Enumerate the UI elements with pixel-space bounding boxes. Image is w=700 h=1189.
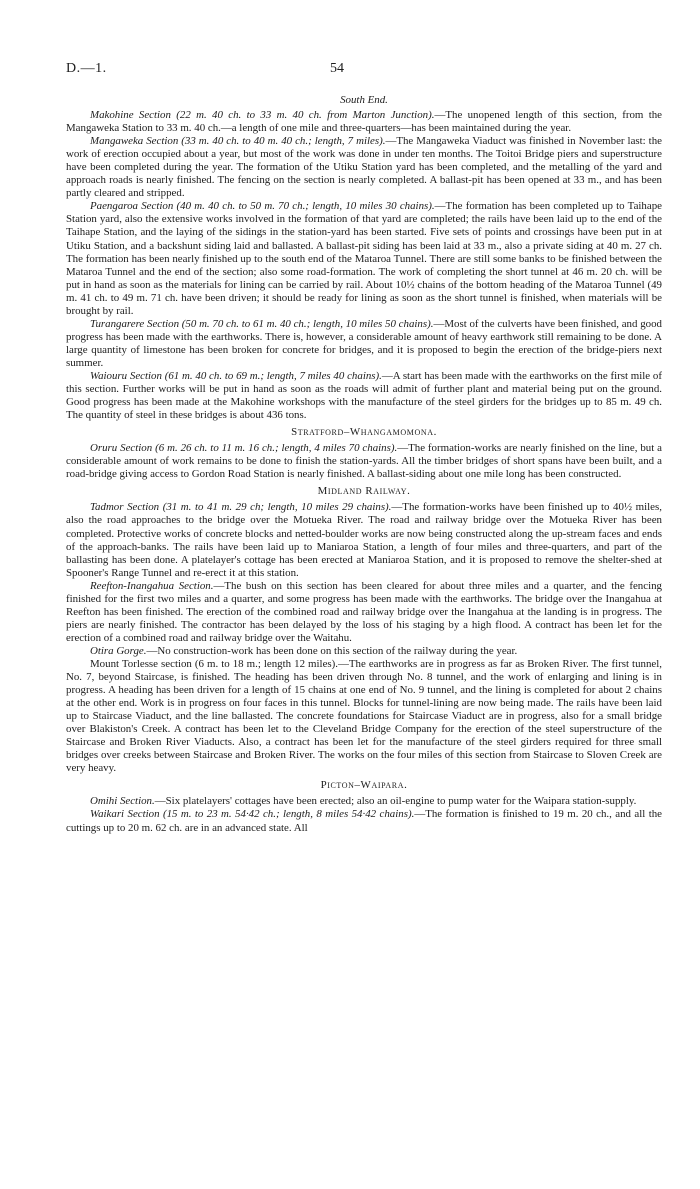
paragraph-text: —The formation has been completed up to Taihape Station yard, also the extensive works involved in the formation of that yard are completed; the rails have been laid up to the end of the Taihape Station, and the laying of the sidings in the station-yard has been started. Five sets of points and crossings have been put in at Utiku Station, and a backshunt siding laid and ballasted. A ballast-pit siding has been laid at 33 m., also a private siding at 40 m. 27 ch. The formation has been nearly finished up to the south end of the Mataroa Tunnel. There are still some banks to be finished between the Mataroa Tunnel and the end of the section; also some road-formation. The work of completing the short tunnel at 46 m. 20 ch. will be put in hand as soon as the materials for lining can be carried by rail. About 10½ chains of the bottom heading of the Mataroa Tunnel (49 m. 41 ch. to 49 m. 71 ch. have been driven; it should be ready for lining as soon as the short tunnel is finished, when materials will be brought by rail.	[66, 200, 662, 317]
paragraph-title: Waikari Section (15 m. to 23 m. 54·42 ch.; length, 8 miles 54·42 chains).	[90, 808, 415, 821]
paragraph-text: —The bush on this section has been cleared for about three miles and a quarter, and the fencing finished for the first two miles and a quarter, and some progress has been made with the earthworks. The bridge over the Inangahua at Reefton has been finished. The erection of the combined road and railway bridge over the Inangahua at the landing is in progress. The piers are nearly finished. The contractor has been delayed by the loss of his staging by a high flood. A contract has been let for the erection of a combined road and railway bridge over the Waitahu.	[66, 579, 662, 644]
paragraph-title: Otira Gorge.	[90, 644, 147, 657]
page-number: 54	[330, 61, 344, 76]
paragraph-text: —Six platelayers' cottages have been erected; also an oil-engine to pump water for the Waipara station-supply.	[154, 795, 637, 808]
paragraph-turangarere	[66, 318, 662, 370]
paragraph-text: —Most of the culverts have been finished, and good progress has been made with the earthworks. There is, however, a considerable amount of heavy earthwork still remaining to be done. A large quantity of limestone has been broken for concrete for bridges, and it is proposed to begin the erection of the bridge-piers next summer.	[66, 317, 662, 369]
paragraph-text: —The formation-works have been finished up to 40½ miles, also the road approaches to the bridge over the Motueka River. The road and railway bridge over the Motueka River has been completed. Protective works of concrete blocks and netted-boulder works are now being constructed along the up-stream faces and ends of the approach-banks. The rails have been laid up to Maniaroa Station, a length of four miles and three-quarters, and part of the ballasting has been done. A platelayer's cottage has been erected at Maniaroa Station, and it is proposed to remove the shelter-shed at Spooner's Range Tunnel and re-erect it at this station.	[66, 501, 662, 579]
paragraph-mangaweka	[66, 135, 662, 200]
paragraph-title: Waiouru Section (61 m. 40 ch. to 69 m.; length, 7 miles 40 chains).	[90, 369, 382, 382]
paragraph-reefton	[66, 580, 662, 645]
paragraph-text: —The formation is finished to 19 m. 20 ch., and all the cuttings up to 20 m. 62 ch. are in an advanced state. All	[66, 808, 663, 834]
paragraph-makohine	[66, 109, 662, 135]
paragraph-waiouru	[66, 370, 662, 422]
paragraph-text: —The Mangaweka Viaduct was finished in November last: the work of erection occupied about a year, but most of the work was done in under ten months. The Toitoi Bridge piers and superstructure have been completed during the year. The formation of the Utiku Station yard has been completed, and the metalling of the yard and approach roads is nearly finished. The fencing on the section is nearly completed. A ballast-pit has been opened at 33 m., and has been partly cleared and stripped.	[66, 135, 662, 200]
paragraph-title: Tadmor Section (31 m. to 41 m. 29 ch; length, 10 miles 29 chains).	[90, 501, 392, 514]
paragraph-title: Omihi Section.	[90, 795, 155, 808]
paragraph-text: —No construction-work has been done on this section of the railway during the year.	[146, 644, 518, 657]
paragraph-text: —The unopened length of this section, from the Mangaweka Station to 33 m. 40 ch.—a length of one mile and three-quarters—has been maintained during the year.	[66, 109, 663, 135]
paragraph-waikari	[66, 808, 662, 834]
section-heading-stratford: Stratford–Whangamomona.	[291, 426, 437, 439]
paragraph-omihi	[66, 795, 662, 808]
section-heading-midland: Midland Railway.	[317, 485, 411, 498]
page-header	[66, 62, 660, 78]
paragraph-paengaroa	[66, 200, 662, 317]
paragraph-text: —The earthworks are in progress as far as Broken River. The first tunnel, No. 7, beyond Staircase, is finished. The heading has been driven through No. 8 tunnel, and the work of enlarging and lining is in progress. A heading has been driven for a length of 15 chains at one end of No. 9 tunnel, and the lining is completed for about 2 chains at the other end. Work is in progress on four faces in this tunnel. Blocks for tunnel-lining are now being made. The rails have been laid up to Staircase Viaduct, and the line ballasted. The concrete foundations for Staircase Viaduct are in progress, also for a small bridge over Blakiston's Creek. A contract has been let to the Cleveland Bridge Company for the erection of the steel superstructure of the Staircase and Broken River Viaducts. Also, a contract has been let for the manufacture of the steel girders required for three small bridges over creeks between Staircase and Broken River. The works on the four miles of this section from Staircase to Sloven Creek are very heavy.	[66, 657, 662, 775]
paragraph-oruru	[66, 442, 662, 481]
paragraph-title: Paengaroa Section (40 m. 40 ch. to 50 m. 70 ch.; length, 10 miles 30 chains).	[90, 200, 435, 213]
section-heading-south-end: South End.	[340, 94, 388, 106]
paragraph-otira	[66, 645, 662, 658]
paragraph-title: Mount Torlesse section (6 m. to 18 m.; length 12 miles).	[90, 657, 338, 670]
document-body	[66, 94, 662, 835]
paragraph-mount-torlesse	[66, 658, 662, 775]
section-heading-picton: Picton–Waipara.	[320, 779, 408, 792]
paragraph-title: Reefton-Inangahua Section.	[90, 579, 214, 592]
paragraph-title: Makohine Section (22 m. 40 ch. to 33 m. 40 ch. from Marton Junction).	[90, 109, 435, 122]
paragraph-text: —A start has been made with the earthworks on the first mile of this section. Further works will be put in hand as soon as the roads will admit of further plant and material being put on the ground. Good progress has been made at the Makohine workshops with the manufacture of the steel girders for the bridges up to 85 m. 49 ch. The quantity of steel in these bridges is about 436 tons.	[66, 369, 662, 422]
paragraph-title: Turangarere Section (50 m. 70 ch. to 61 m. 40 ch.; length, 10 miles 50 chains).	[90, 317, 434, 330]
paragraph-tadmor	[66, 501, 662, 579]
paragraph-title: Mangaweka Section (33 m. 40 ch. to 40 m. 40 ch.; length, 7 miles).	[90, 135, 386, 148]
paragraph-title: Oruru Section (6 m. 26 ch. to 11 m. 16 ch.; length, 4 miles 70 chains).	[90, 442, 398, 455]
paragraph-text: —The formation-works are nearly finished on the line, but a considerable amount of work remains to be done to finish the station-yards. All the timber bridges of short spans have been built, and a road-bridge giving access to Gordon Road Station is nearly finished. A ballast-siding about one mile long has been constructed.	[66, 442, 662, 481]
document-reference: D.—1.	[66, 61, 107, 76]
